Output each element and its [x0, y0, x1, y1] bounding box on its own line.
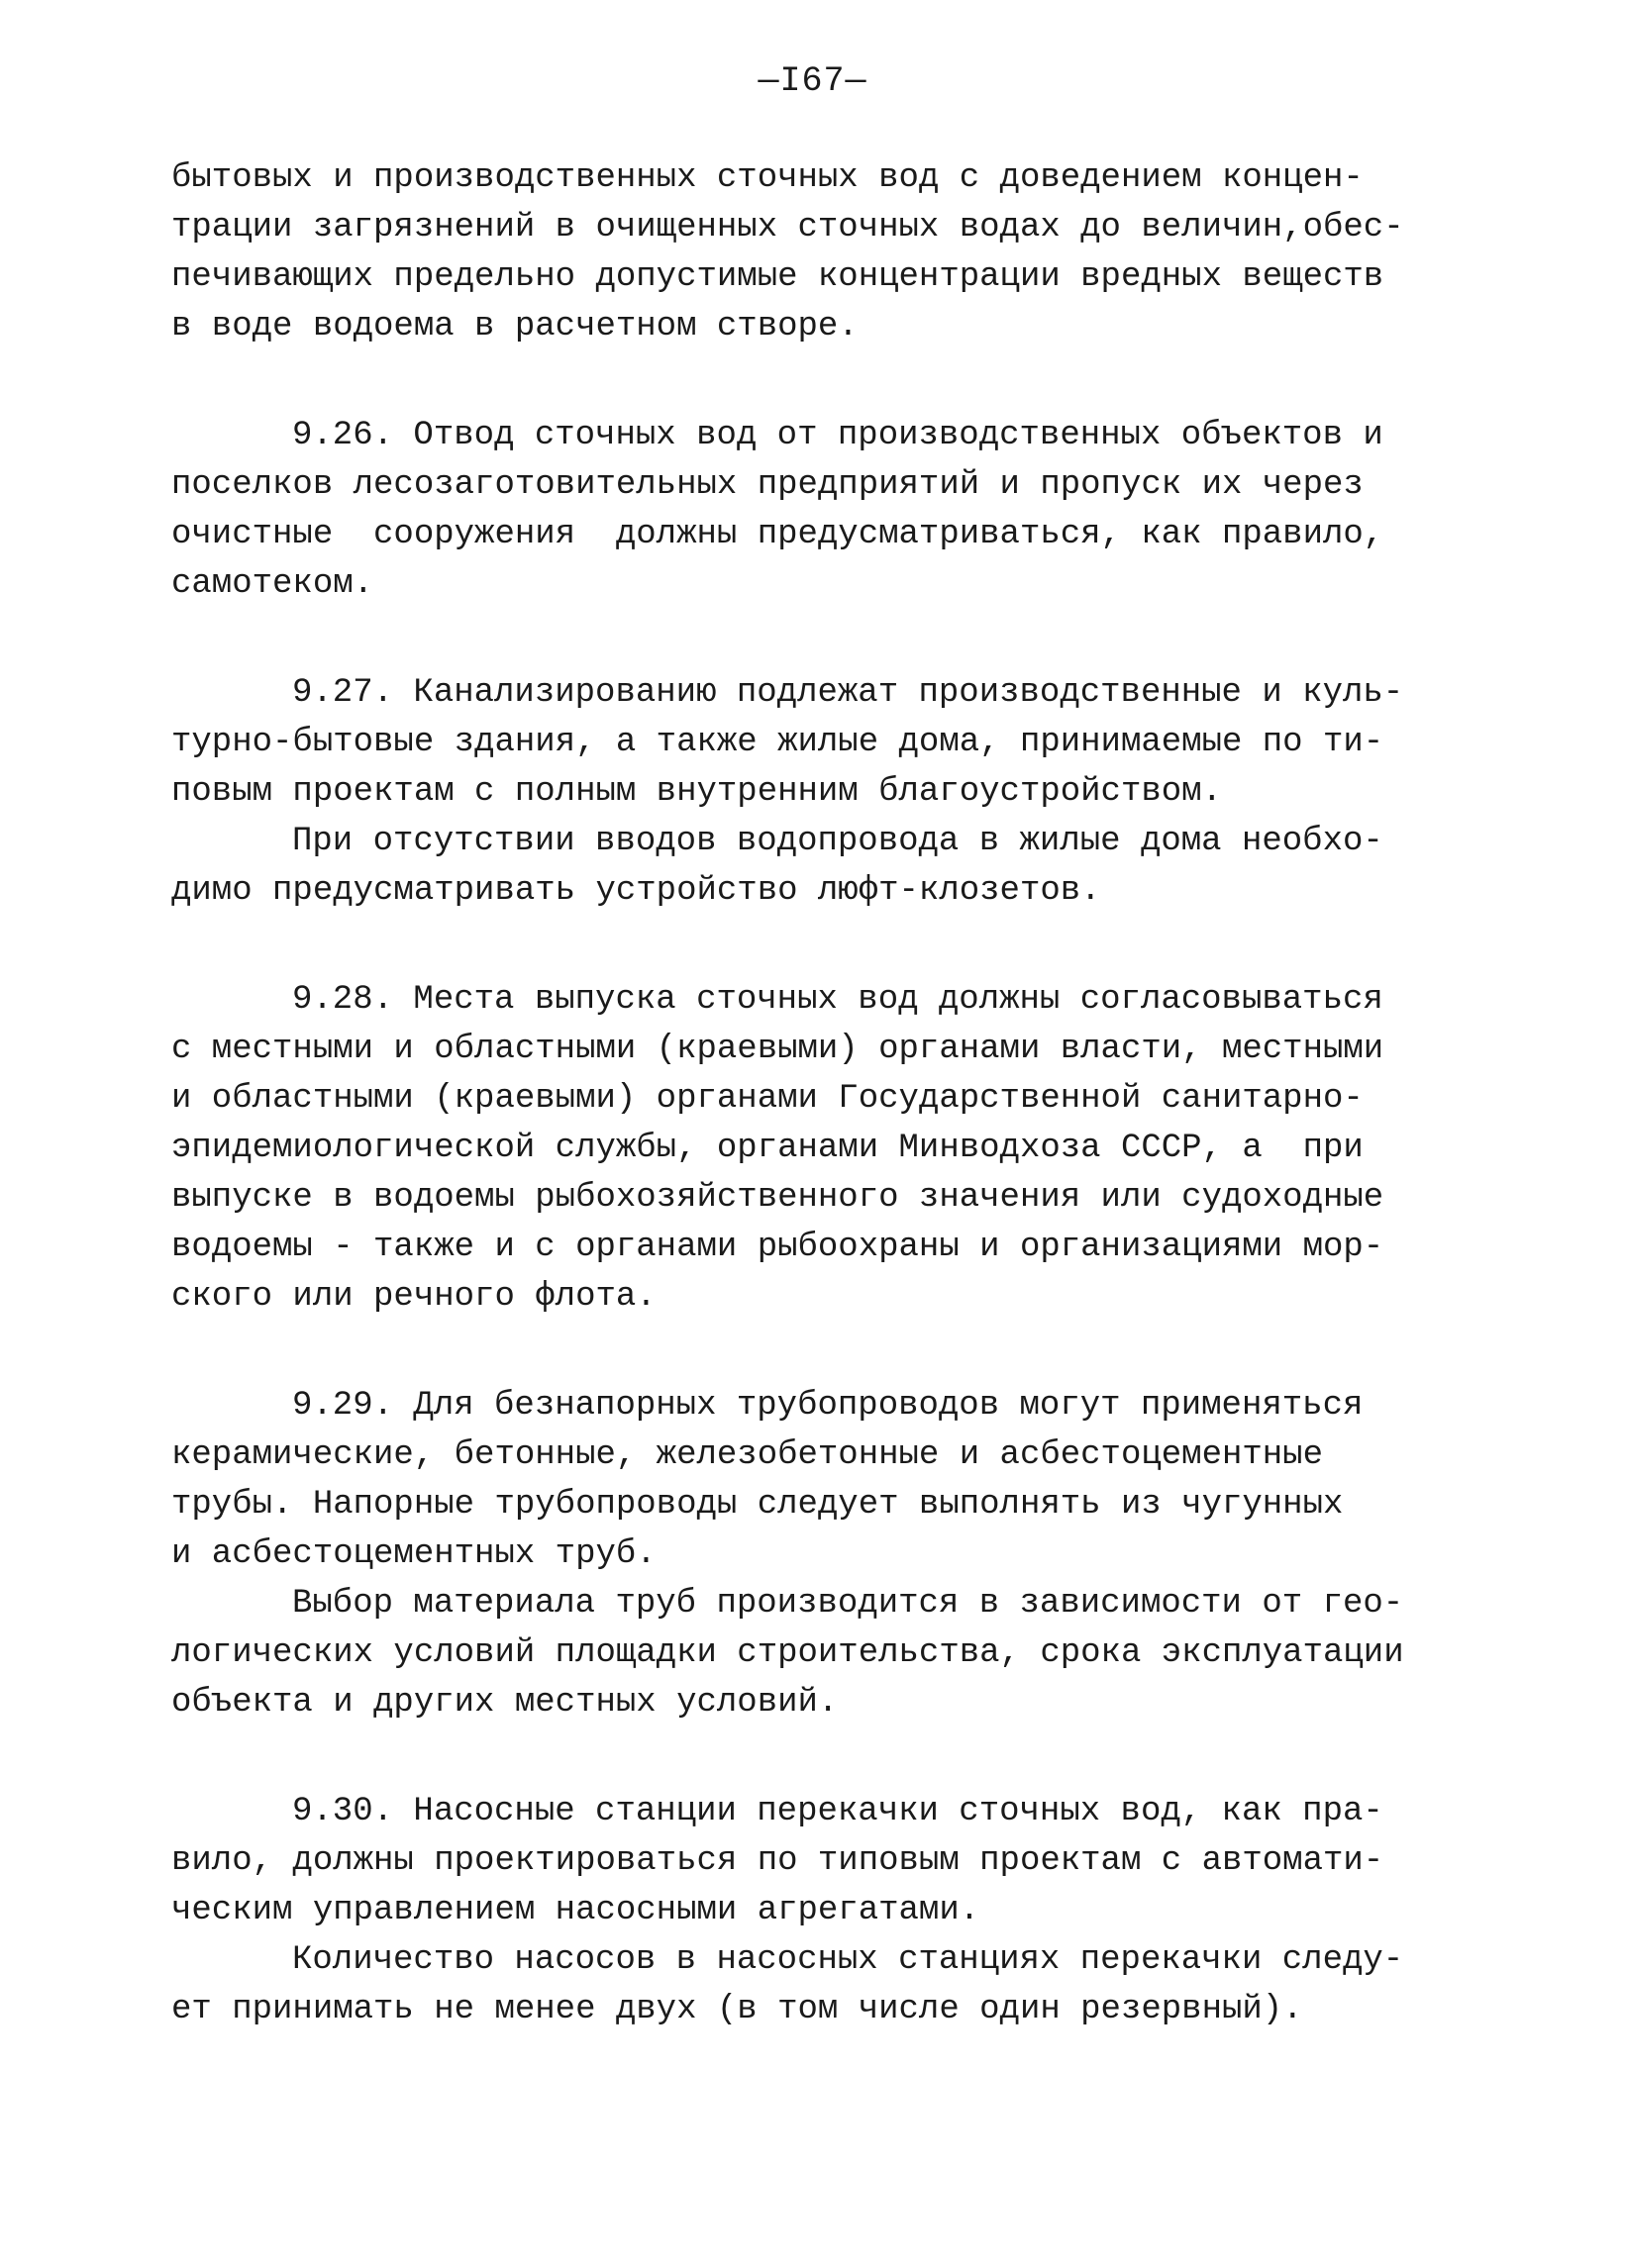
paragraph-9-27-b — [171, 817, 1459, 916]
text-line: При отсутствии вводов водопровода в жилые дома необхо- — [292, 823, 1383, 860]
text-line: ческим управлением насосными агрегатами. — [171, 1892, 980, 1929]
text-line: Выбор материала труб производится в зависимости от гео- — [292, 1585, 1404, 1623]
text-line: ского или речного флота. — [171, 1278, 657, 1316]
text-line: поселков лесозаготовительных предприятий и пропуск их через — [171, 466, 1364, 504]
text-line: самотеком. — [171, 565, 374, 603]
text-line: логических условий площадки строительства, срока эксплуатации — [171, 1634, 1404, 1672]
text-line: 9.26. Отвод сточных вод от производственных объектов и — [292, 417, 1383, 454]
text-line: повым проектам с полным внутренним благоустройством. — [171, 773, 1222, 811]
text-line: объекта и других местных условий. — [171, 1684, 839, 1722]
paragraph-continuation — [171, 153, 1459, 351]
paragraph-9-29 — [171, 1381, 1459, 1579]
text-line: эпидемиологической службы, органами Минводхоза СССР, а при — [171, 1130, 1364, 1167]
text-line: димо предусматривать устройство люфт-клозетов. — [171, 872, 1101, 910]
paragraph-9-30-b — [171, 1935, 1459, 2034]
text-line: выпуске в водоемы рыбохозяйственного значения или судоходные — [171, 1179, 1384, 1217]
text-line: 9.27. Канализированию подлежат производственные и куль- — [292, 674, 1404, 712]
text-line: с местными и областными (краевыми) органами власти, местными — [171, 1031, 1384, 1068]
text-line: ет принимать не менее двух (в том числе один резервный). — [171, 1991, 1303, 2028]
text-line: очистные сооружения должны предусматриваться, как правило, — [171, 516, 1384, 553]
paragraph-9-26 — [171, 411, 1459, 609]
text-line: печивающих предельно допустимые концентрации вредных веществ — [171, 258, 1384, 296]
text-line: 9.30. Насосные станции перекачки сточных вод, как пра- — [292, 1793, 1383, 1830]
text-line: керамические, бетонные, железобетонные и асбестоцементные — [171, 1436, 1323, 1474]
paragraph-9-27 — [171, 668, 1459, 817]
text-line: турно-бытовые здания, а также жилые дома, принимаемые по ти- — [171, 724, 1384, 761]
page-number: —I67— — [758, 61, 867, 101]
text-line: водоемы - также и с органами рыбоохраны и организациями мор- — [171, 1229, 1384, 1266]
text-line: бытовых и производственных сточных вод с доведением концен- — [171, 159, 1364, 197]
paragraph-9-30 — [171, 1787, 1459, 1935]
text-line: трации загрязнений в очищенных сточных водах до величин,обес- — [171, 209, 1404, 247]
text-line: 9.28. Места выпуска сточных вод должны согласовываться — [292, 981, 1383, 1019]
text-line: и асбестоцементных труб. — [171, 1535, 657, 1573]
text-line: и областными (краевыми) органами Государственной санитарно- — [171, 1080, 1364, 1118]
paragraph-9-28 — [171, 975, 1459, 1322]
text-line: в воде водоема в расчетном створе. — [171, 308, 859, 345]
text-line: 9.29. Для безнапорных трубопроводов могут применяться — [292, 1387, 1364, 1425]
text-line: трубы. Напорные трубопроводы следует выполнять из чугунных — [171, 1486, 1344, 1524]
paragraph-9-29-b — [171, 1579, 1459, 1727]
text-line: вило, должны проектироваться по типовым проектам с автомати- — [171, 1842, 1384, 1880]
body-text — [171, 153, 1459, 2034]
text-line: Количество насосов в насосных станциях перекачки следу- — [292, 1941, 1404, 1979]
